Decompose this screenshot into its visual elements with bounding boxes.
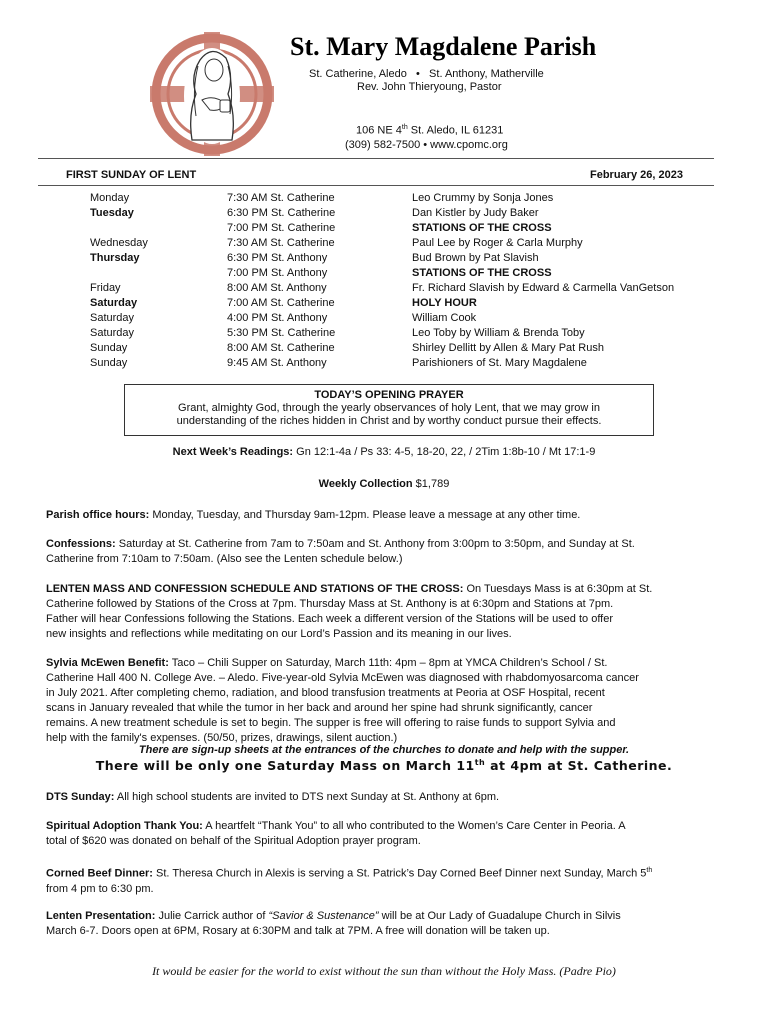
presentation-label: Lenten Presentation: bbox=[46, 910, 156, 922]
collection-amount: $1,789 bbox=[412, 478, 450, 490]
notice-text: at 4pm at St. Catherine. bbox=[485, 758, 673, 774]
readings-label: Next Week’s Readings: bbox=[172, 446, 294, 458]
schedule-time: 7:00 AM St. Catherine bbox=[227, 297, 335, 309]
sylvia-benefit bbox=[46, 656, 726, 746]
schedule-row bbox=[0, 297, 768, 312]
address-line bbox=[356, 124, 503, 137]
adoption-text: A heartfelt “Thank You” to all who contributed to the Women’s Care Center in Peoria. A bbox=[202, 820, 626, 832]
bulletin-date: February 26, 2023 bbox=[590, 169, 683, 181]
schedule-time: 8:00 AM St. Anthony bbox=[227, 282, 327, 294]
schedule-intention: Leo Toby by William & Brenda Toby bbox=[412, 327, 585, 339]
schedule-row bbox=[0, 267, 768, 282]
presentation-text: will be at Our Lady of Guadalupe Church in Silvis bbox=[378, 910, 621, 922]
collection-label: Weekly Collection bbox=[318, 478, 413, 490]
schedule-row bbox=[0, 327, 768, 342]
benefit-signup: There are sign-up sheets at the entrances of the churches to donate and help with the supper. bbox=[138, 744, 630, 756]
prayer-line: understanding of the riches hidden in Christ and by worthy conduct pursue their effects. bbox=[176, 415, 602, 427]
schedule-time: 8:00 AM St. Catherine bbox=[227, 342, 335, 354]
schedule-row bbox=[0, 252, 768, 267]
corned-beef-label: Corned Beef Dinner: bbox=[46, 867, 153, 880]
schedule-intention: Dan Kistler by Judy Baker bbox=[412, 207, 539, 219]
adoption-label: Spiritual Adoption Thank You: bbox=[46, 820, 203, 832]
schedule-row bbox=[0, 342, 768, 357]
parish-name: St. Mary Magdalene Parish bbox=[290, 32, 597, 61]
schedule-intention: Bud Brown by Pat Slavish bbox=[412, 252, 539, 264]
confessions bbox=[46, 537, 726, 567]
schedule-day: Sunday bbox=[90, 357, 128, 369]
schedule-intention: Paul Lee by Roger & Carla Murphy bbox=[412, 237, 583, 249]
schedule-row bbox=[0, 237, 768, 252]
spiritual-adoption bbox=[46, 819, 726, 849]
schedule-row bbox=[0, 312, 768, 327]
lenten-text: Catherine followed by Stations of the Cross at 7pm. Thursday Mass at St. Anthony is at 6:30pm and Stations at 7pm. bbox=[46, 598, 614, 610]
corned-beef-suffix: th bbox=[646, 867, 653, 874]
benefit-text: help with the family's expenses. (50/50, prizes, drawings, silent auction.) bbox=[46, 732, 398, 744]
schedule-day: Saturday bbox=[90, 297, 138, 309]
schedule-time: 9:45 AM St. Anthony bbox=[227, 357, 327, 369]
saturday-mass-notice bbox=[0, 758, 768, 773]
dts-sunday bbox=[46, 790, 726, 805]
schedule-intention: Parishioners of St. Mary Magdalene bbox=[412, 357, 587, 369]
corned-beef-text: St. Theresa Church in Alexis is serving a St. Patrick’s Day Corned Beef Dinner next Sunday, March 5 bbox=[152, 867, 647, 880]
dts-text: All high school students are invited to DTS next Sunday at St. Anthony at 6pm. bbox=[114, 791, 500, 803]
schedule-time: 7:30 AM St. Catherine bbox=[227, 192, 335, 204]
schedule-row bbox=[0, 207, 768, 222]
prayer-line: Grant, almighty God, through the yearly observances of holy Lent, that we may grow in bbox=[178, 402, 600, 414]
notice-text: There will be only one Saturday Mass on March 11 bbox=[95, 758, 475, 774]
saint-mary-magdalene-cross-logo-icon bbox=[140, 30, 290, 160]
church-aledo: St. Catherine, Aledo bbox=[309, 68, 407, 80]
adoption-text: total of $620 was donated on behalf of the Spiritual Adoption prayer program. bbox=[46, 835, 421, 847]
divider-header bbox=[38, 185, 714, 186]
schedule-intention: William Cook bbox=[412, 312, 477, 324]
schedule-time: 7:30 AM St. Catherine bbox=[227, 237, 335, 249]
schedule-intention: HOLY HOUR bbox=[412, 297, 477, 309]
schedule-time: 6:30 PM St. Anthony bbox=[227, 252, 328, 264]
phone-web-line: (309) 582-7500 • www.cpomc.org bbox=[345, 139, 508, 151]
schedule-time: 7:00 PM St. Catherine bbox=[227, 222, 336, 234]
schedule-day: Thursday bbox=[90, 252, 140, 264]
lenten-label: LENTEN MASS AND CONFESSION SCHEDULE AND STATIONS OF THE CROSS: bbox=[46, 583, 464, 595]
lenten-text: On Tuesdays Mass is at 6:30pm at St. bbox=[463, 583, 653, 595]
confessions-text: Catherine from 7:10am to 7:50am. (Also see the Lenten schedule below.) bbox=[46, 553, 403, 565]
churches-separator: • bbox=[416, 68, 420, 80]
address-suffix: th bbox=[401, 124, 408, 131]
corned-beef-text: from 4 pm to 6:30 pm. bbox=[46, 882, 154, 895]
schedule-day: Friday bbox=[90, 282, 121, 294]
office-hours bbox=[46, 508, 726, 523]
schedule-day: Saturday bbox=[90, 327, 135, 339]
schedule-day: Saturday bbox=[90, 312, 135, 324]
lenten-text: new insights and reflections while meditating on our Lord’s Passion and its meaning in our lives. bbox=[46, 628, 512, 640]
schedule-intention: STATIONS OF THE CROSS bbox=[412, 222, 552, 234]
schedule-day: Monday bbox=[90, 192, 130, 204]
opening-prayer-box bbox=[124, 384, 654, 436]
presentation-text: March 6-7. Doors open at 6PM, Rosary at 6:30PM and talk at 7PM. A free will donation will be taken up. bbox=[46, 925, 550, 937]
next-week-readings bbox=[0, 446, 768, 458]
office-hours-text: Monday, Tuesday, and Thursday 9am-12pm. Please leave a message at any other time. bbox=[149, 509, 581, 521]
occasion: FIRST SUNDAY OF LENT bbox=[66, 169, 197, 181]
corned-beef-dinner bbox=[46, 863, 726, 897]
readings-text: Gn 12:1-4a / Ps 33: 4-5, 18-20, 22, / 2Tim 1:8b-10 / Mt 17:1-9 bbox=[293, 446, 596, 458]
lenten-schedule bbox=[46, 582, 726, 642]
notice-suffix: th bbox=[474, 758, 486, 767]
confessions-text: Saturday at St. Catherine from 7am to 7:50am and St. Anthony from 3:00pm to 3:50pm, and Sunday at St. bbox=[115, 538, 635, 550]
dts-label: DTS Sunday: bbox=[46, 791, 115, 803]
schedule-time: 6:30 PM St. Catherine bbox=[227, 207, 336, 219]
schedule-row bbox=[0, 192, 768, 207]
churches-line bbox=[309, 68, 544, 80]
schedule-time: 7:00 PM St. Anthony bbox=[227, 267, 328, 279]
benefit-label: Sylvia McEwen Benefit: bbox=[46, 657, 169, 669]
schedule-intention: Shirley Dellitt by Allen & Mary Pat Rush bbox=[412, 342, 604, 354]
benefit-text: in July 2021. After completing chemo, radiation, and blood transfusion treatments at Peoria at OSF Hospital, recent bbox=[46, 687, 605, 699]
prayer-title: TODAY’S OPENING PRAYER bbox=[314, 389, 464, 401]
benefit-text: remains. A new treatment schedule is set to begin. The supper is free will offering to raise funds to support Sylvia and bbox=[46, 717, 616, 729]
schedule-row bbox=[0, 222, 768, 237]
weekly-collection bbox=[0, 478, 768, 490]
address-street: 106 NE 4 bbox=[356, 124, 402, 137]
schedule-intention: Fr. Richard Slavish by Edward & Carmella VanGetson bbox=[412, 282, 675, 294]
schedule-row bbox=[0, 357, 768, 372]
benefit-text: Taco – Chili Supper on Saturday, March 11th: 4pm – 8pm at YMCA Children’s School / St. bbox=[168, 657, 608, 669]
schedule-day: Tuesday bbox=[90, 207, 134, 219]
schedule-day: Sunday bbox=[90, 342, 128, 354]
schedule-time: 5:30 PM St. Catherine bbox=[227, 327, 336, 339]
divider-top bbox=[38, 158, 714, 159]
schedule-intention: STATIONS OF THE CROSS bbox=[412, 267, 552, 279]
pastor-line: Rev. John Thieryoung, Pastor bbox=[357, 81, 502, 93]
lenten-presentation bbox=[46, 909, 726, 939]
schedule-day: Wednesday bbox=[90, 237, 148, 249]
benefit-text: scans in January revealed that while the tumor in her back and around her spine had shrunk significantly, cancer bbox=[46, 702, 593, 714]
church-matherville: St. Anthony, Matherville bbox=[429, 68, 544, 80]
presentation-text: Julie Carrick author of bbox=[155, 910, 269, 922]
padre-pio-quote: It would be easier for the world to exist without the sun than without the Holy Mass. (Padre Pio) bbox=[152, 964, 616, 978]
benefit-text: Catherine Hall 400 N. College Ave. – Aledo. Five-year-old Sylvia McEwen was diagnosed with rhabdomyosarcoma cancer bbox=[46, 672, 639, 684]
schedule-time: 4:00 PM St. Anthony bbox=[227, 312, 328, 324]
confessions-label: Confessions: bbox=[46, 538, 116, 550]
lenten-text: Father will hear Confessions following the Stations. Each week a different version of the Stations will be used to offer bbox=[46, 613, 614, 625]
book-title: “Savior & Sustenance” bbox=[268, 910, 379, 922]
address-city: St. Aledo, IL 61231 bbox=[407, 124, 504, 137]
parish-logo bbox=[140, 30, 290, 160]
schedule-intention: Leo Crummy by Sonja Jones bbox=[412, 192, 554, 204]
schedule-row bbox=[0, 282, 768, 297]
office-hours-label: Parish office hours: bbox=[46, 509, 150, 521]
